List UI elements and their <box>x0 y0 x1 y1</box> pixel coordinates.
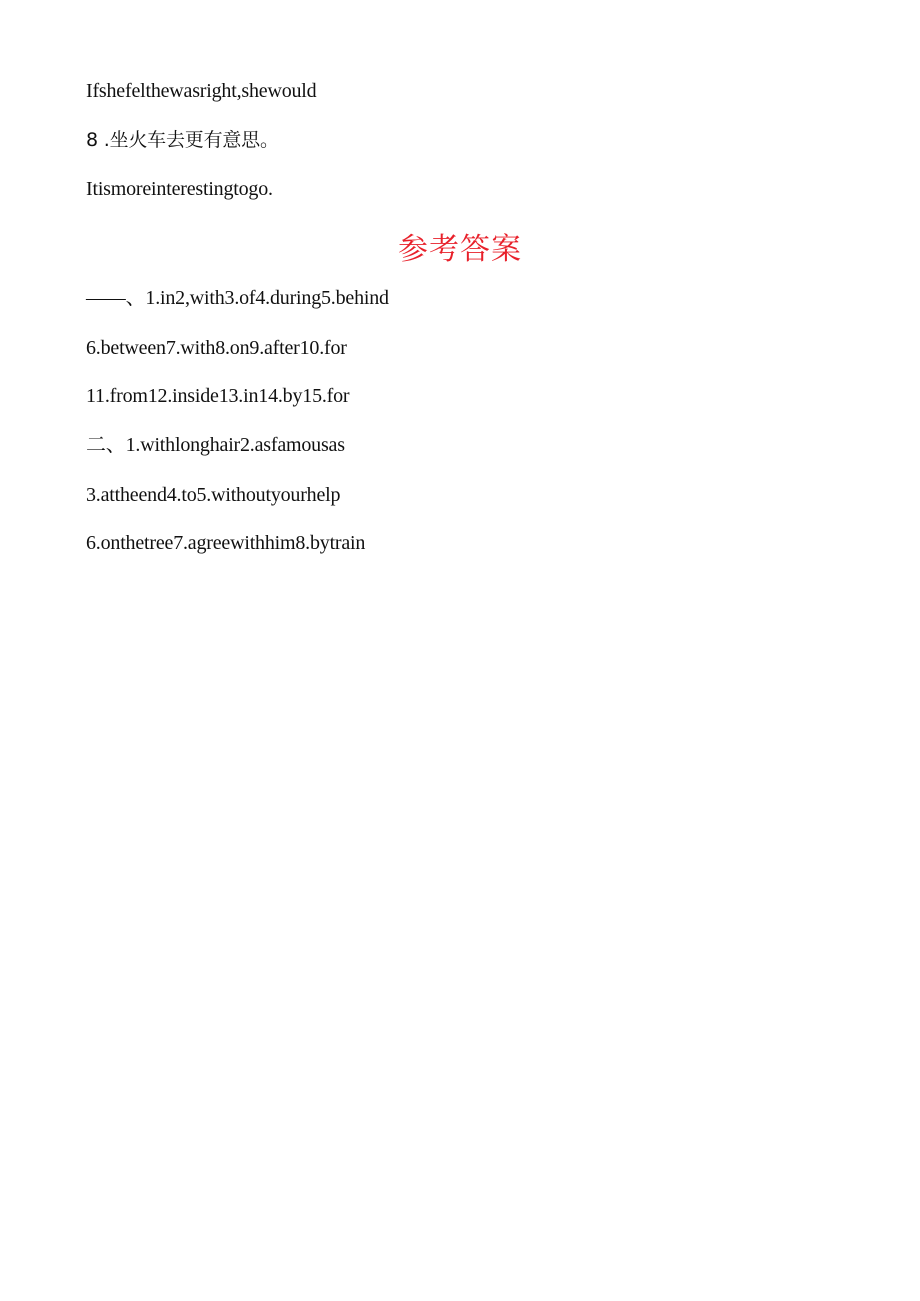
answer-line-2: 6.between7.with8.on9.after10.for <box>86 337 347 359</box>
answer-line-3: 11.from12.inside13.in14.by15.for <box>86 385 350 407</box>
answer-key-title: 参考答案 <box>398 232 522 267</box>
answer-line-6: 6.onthetree7.agreewithhim8.bytrain <box>86 532 366 554</box>
answer-line-5: 3.attheend4.to5.withoutyourhelp <box>86 484 341 506</box>
answer-line-1: ——、1.in2,with3.of4.during5.behind <box>86 287 389 309</box>
exercise-line-8-answer: Itismoreinterestingtogo. <box>86 178 273 200</box>
exercise-line-7-answer: Ifshefelthewasright,shewould <box>86 80 317 102</box>
answer-line-4: 二、1.withlonghair2.asfamousas <box>86 434 345 456</box>
exercise-line-8-prompt: 8 .坐火车去更有意思。 <box>86 129 279 151</box>
